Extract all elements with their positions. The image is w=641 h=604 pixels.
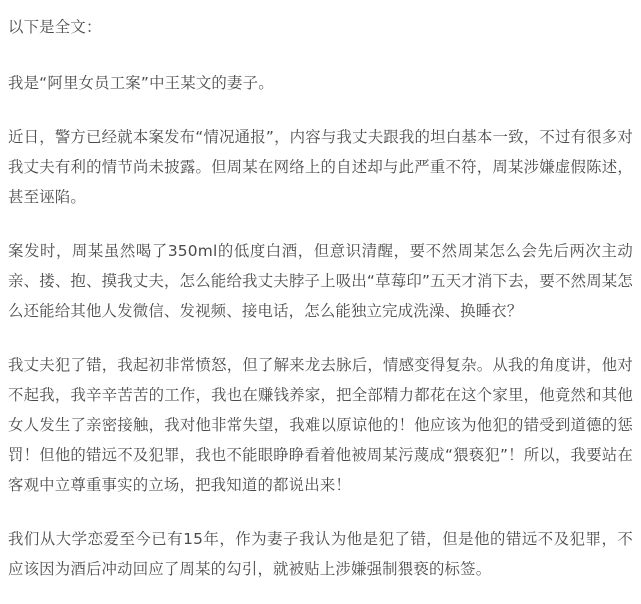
paragraph-conclusion: 我们从大学恋爱至今已有15年，作为妻子我认为他是犯了错，但是他的错远不及犯罪，不应该因为酒后冲动回应了周某的勾引，就被贴上涉嫌强制猥亵的标签。 [8,530,633,578]
paragraph-incident: 案发时，周某虽然喝了350ml的低度白酒，但意识清醒，要不然周某怎么会先后两次主动亲、搂、抱、摸我丈夫，怎么能给我丈夫脖子上吸出“草莓印”五天才消下去，要不然周某怎么还能给其他人发微信、发视频、接电话，怎么能独立完成洗澡、换睡衣？ [8,242,633,320]
paragraph-feelings: 我丈夫犯了错，我起初非常愤怒，但了解来龙去脉后，情感变得复杂。从我的角度讲，他对不起我，我辛辛苦苦的工作，我也在赚钱养家，把全部精力都花在这个家里，他竟然和其他女人发生了亲密接触，我对他非常失望，我难以原谅他的！他应该为他犯的错受到道德的惩罚！但他的错远不及犯罪，我也不能眼睁睁看着他被周某污蔑成“猥亵犯”！所以，我要站在客观中立尊重事实的立场，把我知道的都说出来！ [8,356,633,494]
paragraph-police-report: 近日，警方已经就本案发布“情况通报”，内容与我丈夫跟我的坦白基本一致，不过有很多对我丈夫有利的情节尚未披露。但周某在网络上的自述却与此严重不符，周某涉嫌虚假陈述，甚至诬陷。 [8,128,633,206]
paragraph-identity: 我是“阿里女员工案”中王某文的妻子。 [8,74,274,92]
intro-line: 以下是全文： [8,18,102,36]
